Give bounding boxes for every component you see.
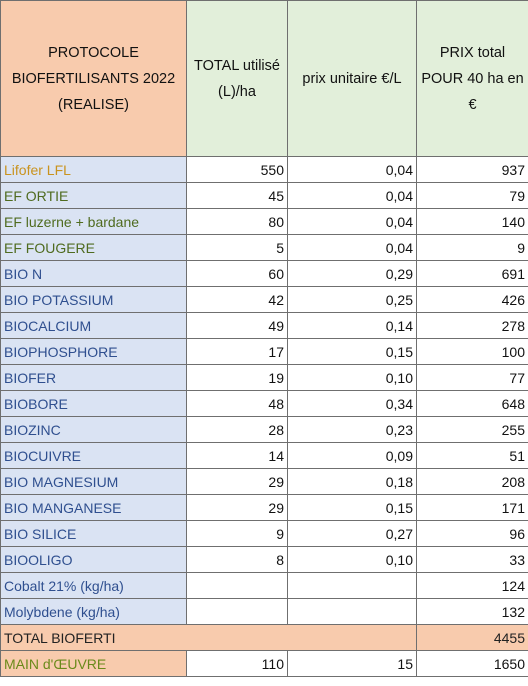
table-row — [1, 469, 528, 495]
row-price-cell[interactable]: 0,14 — [288, 313, 417, 339]
labor-qty[interactable]: 110 — [187, 651, 288, 677]
header-unit-price[interactable]: prix unitaire €/L — [288, 1, 417, 157]
total-bioferti-value[interactable]: 4455 — [417, 625, 528, 651]
row-price-cell[interactable]: 0,27 — [288, 521, 417, 547]
header-protocol[interactable]: PROTOCOLE BIOFERTILISANTS 2022 (REALISE) — [1, 1, 187, 157]
row-total-cell[interactable]: 255 — [417, 417, 528, 443]
row-label-cell[interactable]: Cobalt 21% (kg/ha) — [1, 573, 187, 599]
row-qty-cell[interactable]: 29 — [187, 469, 288, 495]
table-row — [1, 417, 528, 443]
row-total-cell[interactable]: 171 — [417, 495, 528, 521]
row-qty-cell[interactable]: 29 — [187, 495, 288, 521]
row-price-cell[interactable]: 0,04 — [288, 235, 417, 261]
row-label-cell[interactable]: BIOPHOSPHORE — [1, 339, 187, 365]
row-label-cell[interactable]: BIOCUIVRE — [1, 443, 187, 469]
row-label-cell[interactable]: EF FOUGERE — [1, 235, 187, 261]
row-price-cell[interactable]: 0,09 — [288, 443, 417, 469]
table-row — [1, 365, 528, 391]
labor-row — [1, 651, 528, 677]
row-qty-cell[interactable]: 45 — [187, 183, 288, 209]
table-row — [1, 443, 528, 469]
table-row — [1, 157, 528, 183]
row-qty-cell[interactable]: 5 — [187, 235, 288, 261]
row-price-cell[interactable]: 0,15 — [288, 339, 417, 365]
row-qty-cell[interactable]: 14 — [187, 443, 288, 469]
row-label-cell[interactable]: Lifofer LFL — [1, 157, 187, 183]
table-row — [1, 261, 528, 287]
total-bioferti-label[interactable]: TOTAL BIOFERTI — [1, 625, 417, 651]
table-row — [1, 209, 528, 235]
row-total-cell[interactable]: 208 — [417, 469, 528, 495]
row-qty-cell[interactable]: 48 — [187, 391, 288, 417]
row-total-cell[interactable]: 648 — [417, 391, 528, 417]
row-total-cell[interactable]: 51 — [417, 443, 528, 469]
row-price-cell[interactable] — [288, 599, 417, 625]
row-price-cell[interactable]: 0,10 — [288, 547, 417, 573]
row-qty-cell[interactable]: 8 — [187, 547, 288, 573]
row-qty-cell[interactable]: 42 — [187, 287, 288, 313]
row-total-cell[interactable]: 124 — [417, 573, 528, 599]
row-label-cell[interactable]: BIO SILICE — [1, 521, 187, 547]
row-total-cell[interactable]: 691 — [417, 261, 528, 287]
row-price-cell[interactable]: 0,04 — [288, 157, 417, 183]
row-total-cell[interactable]: 278 — [417, 313, 528, 339]
row-label-cell[interactable]: EF luzerne + bardane — [1, 209, 187, 235]
row-label-cell[interactable]: BIOOLIGO — [1, 547, 187, 573]
labor-label[interactable]: MAIN d'ŒUVRE — [1, 651, 187, 677]
table-row — [1, 547, 528, 573]
row-price-cell[interactable]: 0,15 — [288, 495, 417, 521]
row-qty-cell[interactable]: 9 — [187, 521, 288, 547]
row-price-cell[interactable]: 0,04 — [288, 183, 417, 209]
row-price-cell[interactable]: 0,25 — [288, 287, 417, 313]
row-total-cell[interactable]: 9 — [417, 235, 528, 261]
table-row — [1, 235, 528, 261]
row-price-cell[interactable]: 0,34 — [288, 391, 417, 417]
table-row — [1, 495, 528, 521]
table-row — [1, 183, 528, 209]
row-label-cell[interactable]: BIOCALCIUM — [1, 313, 187, 339]
table-row — [1, 339, 528, 365]
table-row — [1, 313, 528, 339]
row-label-cell[interactable]: Molybdene (kg/ha) — [1, 599, 187, 625]
row-total-cell[interactable]: 77 — [417, 365, 528, 391]
row-qty-cell[interactable]: 49 — [187, 313, 288, 339]
row-total-cell[interactable]: 79 — [417, 183, 528, 209]
table-row — [1, 599, 528, 625]
table-row — [1, 573, 528, 599]
header-total-used[interactable]: TOTAL utilisé (L)/ha — [187, 1, 288, 157]
row-total-cell[interactable]: 426 — [417, 287, 528, 313]
row-label-cell[interactable]: BIO POTASSIUM — [1, 287, 187, 313]
row-price-cell[interactable] — [288, 573, 417, 599]
row-total-cell[interactable]: 132 — [417, 599, 528, 625]
row-label-cell[interactable]: BIOZINC — [1, 417, 187, 443]
row-price-cell[interactable]: 0,29 — [288, 261, 417, 287]
row-qty-cell[interactable] — [187, 573, 288, 599]
row-total-cell[interactable]: 100 — [417, 339, 528, 365]
header-total-price[interactable]: PRIX total POUR 40 ha en € — [417, 1, 528, 157]
table-row — [1, 521, 528, 547]
row-label-cell[interactable]: EF ORTIE — [1, 183, 187, 209]
row-total-cell[interactable]: 937 — [417, 157, 528, 183]
header-row — [1, 1, 528, 157]
row-total-cell[interactable]: 96 — [417, 521, 528, 547]
row-price-cell[interactable]: 0,23 — [288, 417, 417, 443]
row-qty-cell[interactable]: 80 — [187, 209, 288, 235]
row-qty-cell[interactable]: 550 — [187, 157, 288, 183]
row-price-cell[interactable]: 0,10 — [288, 365, 417, 391]
row-label-cell[interactable]: BIOBORE — [1, 391, 187, 417]
row-label-cell[interactable]: BIO N — [1, 261, 187, 287]
row-qty-cell[interactable]: 17 — [187, 339, 288, 365]
table-row — [1, 287, 528, 313]
row-price-cell[interactable]: 0,18 — [288, 469, 417, 495]
table-row — [1, 391, 528, 417]
labor-price[interactable]: 15 — [288, 651, 417, 677]
row-label-cell[interactable]: BIO MAGNESIUM — [1, 469, 187, 495]
row-total-cell[interactable]: 140 — [417, 209, 528, 235]
row-qty-cell[interactable]: 28 — [187, 417, 288, 443]
row-qty-cell[interactable] — [187, 599, 288, 625]
row-price-cell[interactable]: 0,04 — [288, 209, 417, 235]
row-label-cell[interactable]: BIOFER — [1, 365, 187, 391]
row-qty-cell[interactable]: 60 — [187, 261, 288, 287]
labor-total[interactable]: 1650 — [417, 651, 528, 677]
total-bioferti-row — [1, 625, 528, 651]
row-total-cell[interactable]: 33 — [417, 547, 528, 573]
row-label-cell[interactable]: BIO MANGANESE — [1, 495, 187, 521]
row-qty-cell[interactable]: 19 — [187, 365, 288, 391]
